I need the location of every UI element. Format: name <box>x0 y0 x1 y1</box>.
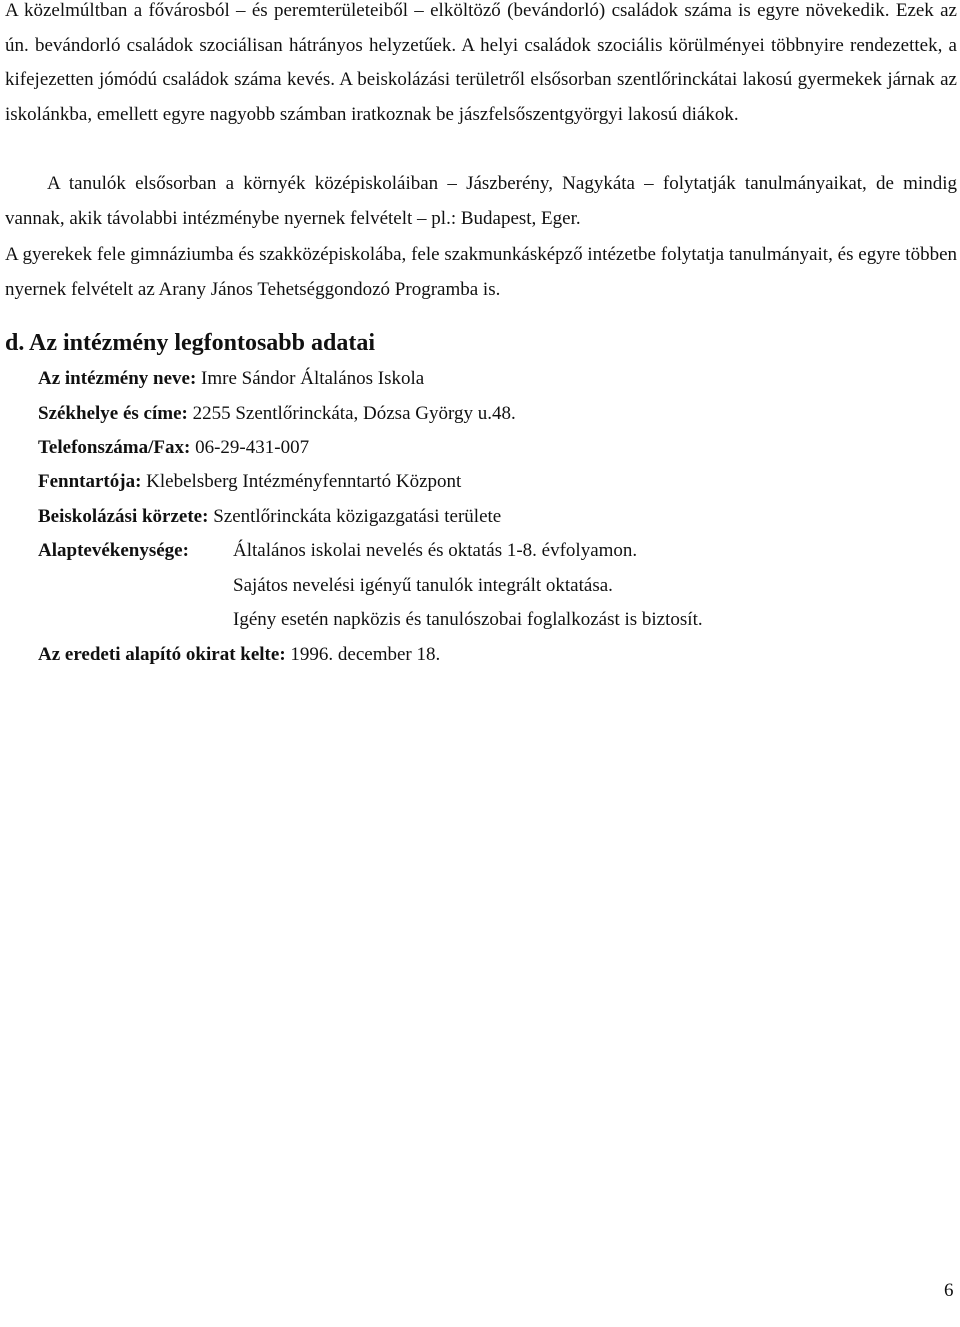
institution-activity-item: Általános iskolai nevelés és oktatás 1-8. évfolyamon. <box>233 540 638 561</box>
page-number: 6 <box>944 1280 954 1301</box>
paragraph-families: A közelmúltban a fővárosból – és peremterületeiből – elköltöző (bevándorló) családok száma is egyre növekedik. Ezek az ún. bevándorló családok szociálisan hátrányos helyzetűek. A helyi családok szociális körülményei többnyire rendezettek, a kifejezetten jómódú családok száma kevés. A beiskolázási területről elsősorban szentlőrinckátai lakosú gyermekek járnak az iskolánkba, emellett egyre nagyobb számban iratkoznak be jászfelsőszentgyörgyi lakosú diákok. <box>5 0 957 125</box>
institution-district-value: Szentlőrinckáta közigazgatási területe <box>208 506 502 527</box>
institution-phone-value: 06-29-431-007 <box>190 437 310 458</box>
institution-maintainer-value: Klebelsberg Intézményfenntartó Központ <box>141 471 462 492</box>
institution-founding-value: 1996. december 18. <box>285 644 441 665</box>
institution-address-row <box>38 401 516 427</box>
section-heading: d. Az intézmény legfontosabb adatai <box>5 330 376 356</box>
institution-activity-item: Sajátos nevelési igényű tanulók integrált oktatása. <box>233 575 613 596</box>
institution-phone-row <box>38 435 309 461</box>
institution-address-value: 2255 Szentlőrinckáta, Dózsa György u.48. <box>187 403 516 424</box>
institution-activity-label: Alaptevékenysége: <box>38 540 189 561</box>
institution-founding-label: Az eredeti alapító okirat kelte: <box>38 644 286 665</box>
paragraph-further-studies: A tanulók elsősorban a környék középiskoláiban – Jászberény, Nagykáta – folytatják tanulmányaikat, de mindig vannak, akik távolabbi intézménybe nyernek felvételt – pl.: Budapest, Eger. <box>5 173 957 229</box>
institution-address-label: Székhelye és címe: <box>38 403 188 424</box>
institution-name-label: Az intézmény neve: <box>38 368 197 389</box>
institution-founding-row <box>38 642 440 668</box>
institution-phone-label: Telefonszáma/Fax: <box>38 437 191 458</box>
paragraph-school-choice: A gyerekek fele gimnáziumba és szakközépiskolába, fele szakmunkásképző intézetbe folytatja tanulmányait, és egyre többen nyernek felvételt az Arany János Tehetséggondozó Programba is. <box>5 244 957 300</box>
institution-activity-row <box>38 538 637 564</box>
institution-district-row <box>38 504 501 530</box>
institution-activity-item: Igény esetén napközis és tanulószobai foglalkozást is biztosít. <box>233 609 703 630</box>
institution-maintainer-label: Fenntartója: <box>38 471 142 492</box>
institution-name-value: Imre Sándor Általános Iskola <box>196 368 425 389</box>
institution-maintainer-row <box>38 469 461 495</box>
institution-name-row <box>38 366 424 392</box>
institution-district-label: Beiskolázási körzete: <box>38 506 209 527</box>
